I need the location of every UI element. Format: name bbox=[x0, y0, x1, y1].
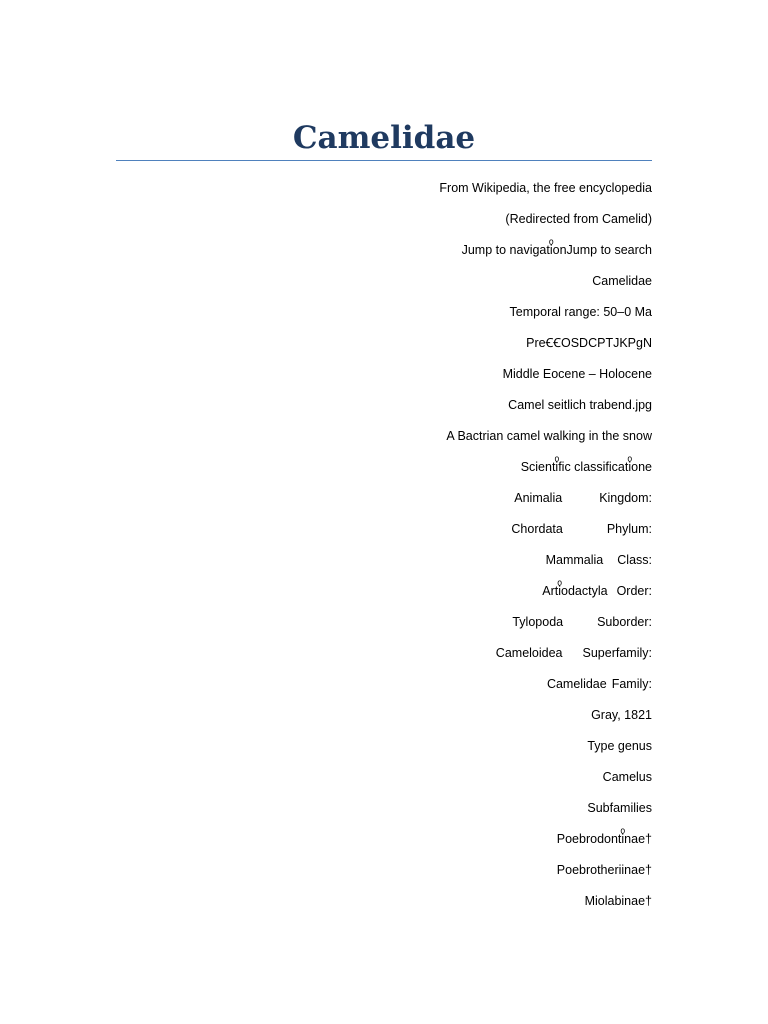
classification-key: Phylum: bbox=[606, 522, 652, 536]
classification-key: Suborder: bbox=[597, 615, 652, 629]
classification-row bbox=[116, 517, 652, 548]
classification-value: Tylopoda bbox=[512, 615, 564, 629]
classification-value: Chordata bbox=[511, 522, 563, 536]
classification-row bbox=[116, 672, 652, 703]
classification-row bbox=[116, 641, 652, 672]
text-line: From Wikipedia, the free encyclopedia bbox=[439, 181, 652, 195]
page-title: Camelidae bbox=[292, 120, 476, 156]
classification-key: Family: bbox=[611, 677, 652, 691]
text-line: PreꞒꞒOSDCPTJKPgN bbox=[526, 336, 652, 350]
text-line: Type genus bbox=[587, 739, 652, 753]
text-line: Middle Eocene – Holocene bbox=[502, 367, 652, 381]
classification-value: Camelidae bbox=[546, 677, 607, 691]
text-line: Gray, 1821 bbox=[591, 708, 652, 722]
text-line: A Bactrian camel walking in the snow bbox=[446, 429, 652, 443]
text-line: Subfamilies bbox=[587, 801, 652, 815]
classification-key: Kingdom: bbox=[599, 491, 652, 505]
classification-row bbox=[116, 579, 652, 610]
classification-row bbox=[116, 486, 652, 517]
text-line: Poebrotheriinae† bbox=[556, 863, 652, 877]
classification-value: Artiͦodactyla bbox=[542, 584, 608, 598]
text-line: Jump to navigatiͦonJump to search bbox=[461, 243, 652, 257]
classification-value: Cameloidea bbox=[495, 646, 563, 660]
text-line: Camelus bbox=[602, 770, 652, 784]
classification-row bbox=[116, 548, 652, 579]
text-line: Camel seitlich trabend.jpg bbox=[508, 398, 652, 412]
text-line: Camelidae bbox=[592, 274, 652, 288]
classification-row bbox=[116, 610, 652, 641]
text-line: Miolabinae† bbox=[584, 894, 652, 908]
text-line: Scientiͦfic classificatiͦone bbox=[520, 460, 652, 474]
text-line: Poebrodontiͦnae† bbox=[556, 832, 652, 846]
classification-value: Mammalia bbox=[545, 553, 604, 567]
classification-key: Order: bbox=[616, 584, 652, 598]
title-underline bbox=[116, 160, 652, 161]
classification-value: Animalia bbox=[514, 491, 563, 505]
article-lines bbox=[116, 176, 652, 920]
classification-key: Superfamily: bbox=[582, 646, 652, 660]
text-line: (Redirected from Camelid) bbox=[505, 212, 652, 226]
text-line: Temporal range: 50–0 Ma bbox=[509, 305, 652, 319]
classification-key: Class: bbox=[617, 553, 652, 567]
